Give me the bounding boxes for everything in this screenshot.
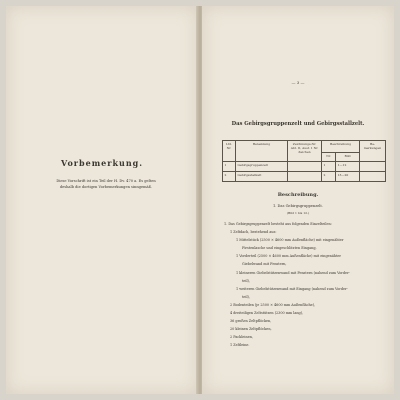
table-cell: 1: [322, 162, 336, 172]
beschreibung-heading: Beschreibung.: [277, 192, 319, 198]
table-cell: Gebirgsgruppenzelt: [236, 162, 288, 172]
vorbemerkung-text: [28, 178, 184, 190]
parts-list-line: Firstenlasche und eingeschlitzten Eingang,: [242, 246, 317, 251]
parts-list-line: 1 weiteren Giebelstützenwand mit Eingang (nahend zum Vorder-: [236, 286, 348, 291]
section-subtitle: (Bild 1 bis 12.): [286, 211, 310, 215]
section-title: 1. Das Gebirgsgruppenzelt.: [272, 204, 324, 208]
table-cell: [288, 162, 322, 172]
col-header: Be-merkungen: [360, 141, 386, 162]
parts-list-line: 1. Das Gebirgsgruppenzelt besteht aus folgenden Einzelteilen:: [224, 222, 332, 226]
table-cell: [360, 162, 386, 172]
parts-list-line: 1 kleineren Giebelstützenwand mit Fenstern (nahend zum Vorder-: [236, 270, 350, 275]
right-page: [202, 6, 394, 394]
table-cell: 1: [223, 162, 236, 172]
vorbemerkung-line: Diese Vorschrift ist ein Teil der H. Dv. 470 a. Es gelten: [56, 179, 156, 183]
parts-table: [222, 140, 386, 182]
table-cell: 13—20: [336, 172, 360, 182]
parts-list: [224, 220, 384, 350]
table-cell: [288, 172, 322, 182]
col-header: Zeichnungs-Nr. Abt. II, Ausf. 1 Nr. Zeichen: [288, 141, 322, 162]
parts-list-line: 4 dreiteiligen Zeltstützen (2300 mm lang),: [230, 311, 304, 316]
parts-list-line: 1 Zeltleine.: [230, 343, 250, 348]
table-header-row: [223, 141, 386, 153]
table-row: [223, 162, 386, 172]
col-subheader: Nr.: [322, 153, 336, 162]
parts-list-line: teil),: [242, 278, 250, 283]
parts-list-line: 2 Packleinen,: [230, 335, 253, 340]
col-header: Benennung: [236, 141, 288, 162]
table-row: [223, 172, 386, 182]
table-cell: [360, 172, 386, 182]
parts-list-line: 1 Vorderteil (2500 × 4600 mm Außenfläche) mit eingenähter: [236, 254, 342, 259]
document-title: Das Gebirgsgruppenzelt und Gebirgsstallzelt.: [231, 121, 365, 127]
parts-list-line: teil),: [242, 294, 250, 299]
parts-list-line: Giebelwand mit Fenstern,: [242, 262, 287, 267]
vorbemerkung-line: deshalb die dortigen Vorbemerkungen sinngemäß.: [59, 185, 153, 189]
table-cell: 2: [223, 172, 236, 182]
parts-list-line: 2 Bodenteilen (je 2500 × 4600 mm Außenfläche),: [230, 302, 316, 307]
col-header: Beschreibung: [322, 141, 360, 153]
parts-list-line: 20 kleinen Zeltpflöcken,: [230, 327, 272, 332]
col-subheader: Bild: [336, 153, 360, 162]
page-number: — 3 —: [291, 80, 305, 85]
table-cell: 2: [322, 172, 336, 182]
parts-list-line: 1 Mittelstück (2500 × 4600 mm Außenfläche) mit eingenähter: [236, 238, 344, 243]
left-page: [6, 6, 198, 394]
col-header: Lfd. Nr.: [223, 141, 236, 162]
parts-list-line: 36 großen Zeltpflöcken,: [230, 319, 272, 324]
vorbemerkung-title: Vorbemerkung.: [60, 158, 144, 168]
parts-list-line: 1 Zeltdach, bestehend aus:: [230, 230, 277, 235]
table-cell: Gebirgsstallzelt: [236, 172, 288, 182]
table-cell: 1—12: [336, 162, 360, 172]
